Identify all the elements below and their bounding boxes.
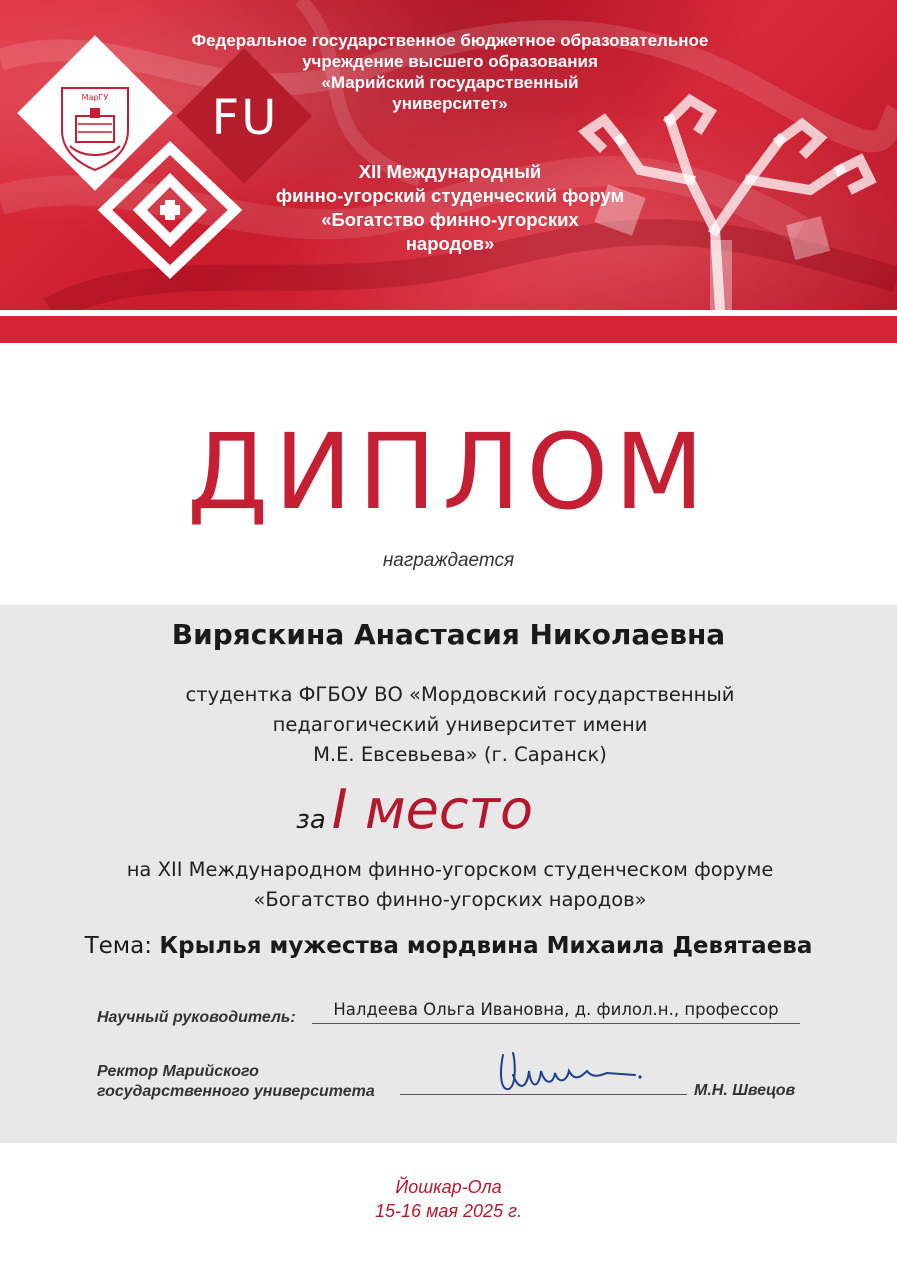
footer-location-date: [0, 1175, 897, 1223]
place-value: I место: [331, 778, 533, 841]
topic-title: Крылья мужества мордвина Михаила Девятаева: [159, 933, 813, 959]
topic-label: Тема:: [84, 933, 152, 959]
diploma-title: ДИПЛОМ: [186, 411, 711, 533]
place-award: [296, 778, 696, 841]
topic-line: [0, 933, 897, 959]
awarded-text: награждается: [382, 550, 515, 571]
recipient-affiliation: студентка ФГБОУ ВО «Мордовский государственный педагогический университет имени М.Е. Евсевьева» (г. Саранск): [185, 683, 735, 766]
footer-city: Йошкар-Ола: [395, 1177, 502, 1197]
supervisor-value: Налдеева Ольга Ивановна, д. филол.н., профессор: [312, 1000, 800, 1024]
institution-name: Федеральное государственное бюджетное образовательное учреждение высшего образования «Марийский государственный университет»: [191, 31, 709, 113]
footer-date: 15-16 мая 2025 г.: [375, 1201, 522, 1221]
supervisor-label: Научный руководитель:: [97, 1009, 296, 1026]
fu-logo-text: FU: [211, 90, 279, 146]
finno-ugric-ornament-icon: [95, 140, 245, 280]
rector-signature-icon: [495, 1045, 655, 1100]
crest-text: МарГУ: [81, 93, 109, 102]
rector-label: Ректор Марийского государственного университета: [97, 1063, 375, 1100]
header-stripe: [0, 316, 897, 343]
recipient-name: Виряскина Анастасия Николаевна: [171, 618, 726, 651]
place-prefix: за: [296, 805, 326, 835]
rector-name: М.Н. Швецов: [694, 1082, 796, 1099]
header-banner: [0, 0, 897, 310]
forum-description: на XII Международном финно-угорском студенческом форуме «Богатство финно-угорских народов»: [126, 858, 774, 911]
forum-name: XII Международный финно-угорский студенческий форум «Богатство финно-угорских народов»: [275, 161, 625, 254]
